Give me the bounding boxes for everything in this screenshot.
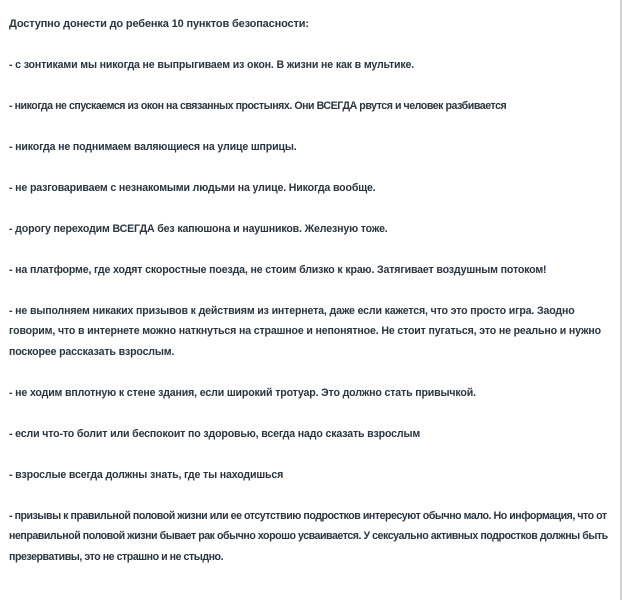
safety-item-bedsheets: - никогда не спускаемся из окон на связанных простынях. Они ВСЕГДА рвутся и человек разбивается	[9, 99, 507, 112]
safety-item-health: - если что-то болит или беспокоит по здоровью, всегда надо сказать взрослым	[9, 427, 421, 440]
document-title: Доступно донести до ребенка 10 пунктов безопасности:	[9, 18, 309, 30]
safety-item-building-walls: - не ходим вплотную к стене здания, если широкий тротуар. Это должно стать привычкой.	[9, 386, 476, 399]
safety-item-location: - взрослые всегда должны знать, где ты находишься	[9, 468, 284, 481]
safety-item-strangers: - не разговариваем с незнакомыми людьми на улице. Никогда вообще.	[9, 181, 376, 194]
safety-item-sexual-health: - призывы к правильной половой жизни или ее отсутствию подростков интересуют обычно мало. Но информация, что от неправильной половой жизни бывает рак обычно хорошо усваивается. У сексуально активных подростков должны быть презервативы, это не страшно и не стыдно.	[9, 509, 608, 563]
safety-item-syringes: - никогда не поднимаем валяющиеся на улице шприцы.	[9, 140, 297, 153]
safety-item-crossing-road: - дорогу переходим ВСЕГДА без капюшона и наушников. Железную тоже.	[9, 222, 388, 235]
safety-item-internet-challenges: - не выполняем никаких призывов к действиям из интернета, даже если кажется, что это просто игра. Заодно говорим, что в интернете можно наткнуться на страшное и непонятное. Не стоит пугаться, это не реально и нужно поскорее рассказать взрослым.	[9, 304, 601, 358]
safety-item-umbrella: - с зонтиками мы никогда не выпрыгиваем из окон. В жизни не как в мультике.	[9, 58, 415, 71]
safety-item-train-platform: - на платформе, где ходят скоростные поезда, не стоим близко к краю. Затягивает воздушным потоком!	[9, 263, 547, 276]
